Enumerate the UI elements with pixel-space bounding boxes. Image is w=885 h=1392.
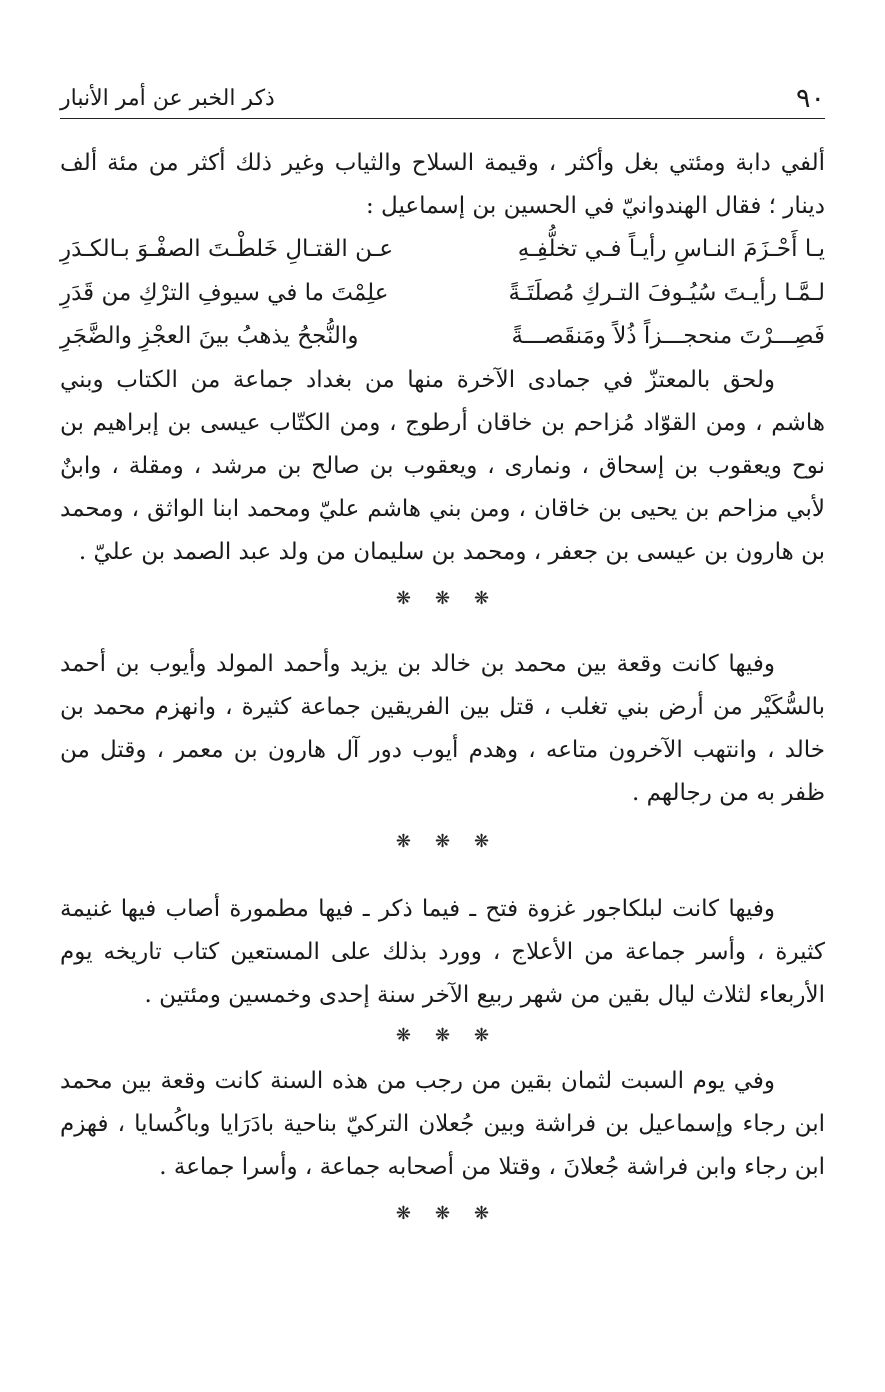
asterism-icon: ❋ — [395, 587, 411, 609]
poem-verse — [60, 228, 825, 272]
asterism-icon: ❋ — [474, 587, 490, 609]
section-separator — [60, 1025, 825, 1046]
poem-verse — [60, 272, 825, 316]
page-header — [60, 82, 825, 119]
asterism-icon: ❋ — [474, 1024, 490, 1046]
page-number: ٩٠ — [795, 83, 825, 114]
section-separator — [60, 588, 825, 609]
intro-line-1: ألفي دابة ومئتي بغل وأكثر ، وقيمة السلاح والثياب وغير ذلك أكثر من مئة ألف — [60, 150, 825, 176]
verse-first-hemistich: فَصِـــرْتَ منحجـــزاً ذُلاً ومَنقَصـــةً — [511, 323, 825, 349]
paragraph-badaraya: وفي يوم السبت لثمان بقين من رجب من هذه السنة كانت وقعة بين محمد ابن رجاء وإسماعيل بن فراشة وبين جُعلان التركيّ بناحية بادَرَايا وباكُسايا ، فهزم ابن رجاء وابن فراشة جُعلانَ ، وقتلا من أصحابه جماعة ، وأسرا جماعة . — [60, 1067, 825, 1180]
verse-first-hemistich: يـا أَحْـزَمَ النـاسِ رأيـاً فـي تخلُّفِـهِ — [517, 236, 825, 262]
verse-second-hemistich: عـن القتـالِ خَلطْـتَ الصفْـوَ بـالكـدَرِ — [60, 236, 394, 262]
intro-text — [60, 142, 825, 228]
paragraph-sukayr: وفيها كانت وقعة بين محمد بن خالد بن يزيد وأحمد المولد وأيوب بن أحمد بالسُّكَيْر من أرض بني تغلب ، قتل بين الفريقين جماعة كثيرة ، وانهزم محمد بن خالد ، وانتهب الآخرون متاعه ، وهدم أيوب دور آل هارون بن معمر ، وقتل من ظفر به من رجالهم . — [60, 650, 825, 806]
intro-line-2: دينار ؛ فقال الهندوانيّ في الحسين بن إسماعيل : — [365, 193, 825, 219]
running-title: ذكر الخبر عن أمر الأنبار — [60, 86, 275, 111]
section-separator — [60, 831, 825, 852]
asterism-icon: ❋ — [434, 587, 451, 609]
paragraph-mutazz: ولحق بالمعتزّ في جمادى الآخرة منها من بغداد جماعة من الكتاب وبني هاشم ، ومن القوّاد مُزاحم بن خاقان أرطوج ، ومن الكتّاب عيسى بن إبراهيم بن نوح ويعقوب بن إسحاق ، ونمارى ، ويعقوب بن صالح بن مرشد ، ومقلة ، وابنٌ لأبي مزاحم بن يحيى بن خاقان ، ومن بني هاشم عليّ ومحمد ابنا الواثق ، ومحمد بن هارون بن عيسى بن جعفر ، ومحمد بن سليمان من ولد عبد الصمد بن عليّ . — [60, 366, 825, 565]
poem-verse — [60, 315, 825, 359]
verse-second-hemistich: علِمْتَ ما في سيوفِ الترْكِ من قَدَرِ — [60, 279, 389, 306]
asterism-icon: ❋ — [474, 1202, 490, 1224]
section-separator — [60, 1203, 825, 1224]
poem — [60, 228, 825, 359]
asterism-icon: ❋ — [434, 830, 451, 852]
asterism-icon: ❋ — [434, 1202, 451, 1224]
paragraph-balkajur: وفيها كانت لبلكاجور غزوة فتح ـ فيما ذكر ـ فيها مطمورة أصاب فيها غنيمة كثيرة ، وأسر جماعة من الأعلاج ، وورد بذلك على المستعين كتاب تاريخه يوم الأربعاء لثلاث ليال بقين من شهر ربيع الآخر سنة إحدى وخمسين ومئتين . — [60, 895, 825, 1008]
asterism-icon: ❋ — [395, 1024, 411, 1046]
asterism-icon: ❋ — [395, 830, 411, 852]
asterism-icon: ❋ — [395, 1202, 411, 1224]
verse-second-hemistich: والنُّجحُ يذهبُ بينَ العجْزِ والضَّجَرِ — [60, 323, 359, 349]
page-body — [60, 142, 825, 1224]
asterism-icon: ❋ — [474, 830, 490, 852]
asterism-icon: ❋ — [434, 1024, 451, 1046]
verse-first-hemistich: لـمَّـا رأيـتَ سُيُـوفَ التـركِ مُصلَتَـةً — [508, 279, 825, 306]
